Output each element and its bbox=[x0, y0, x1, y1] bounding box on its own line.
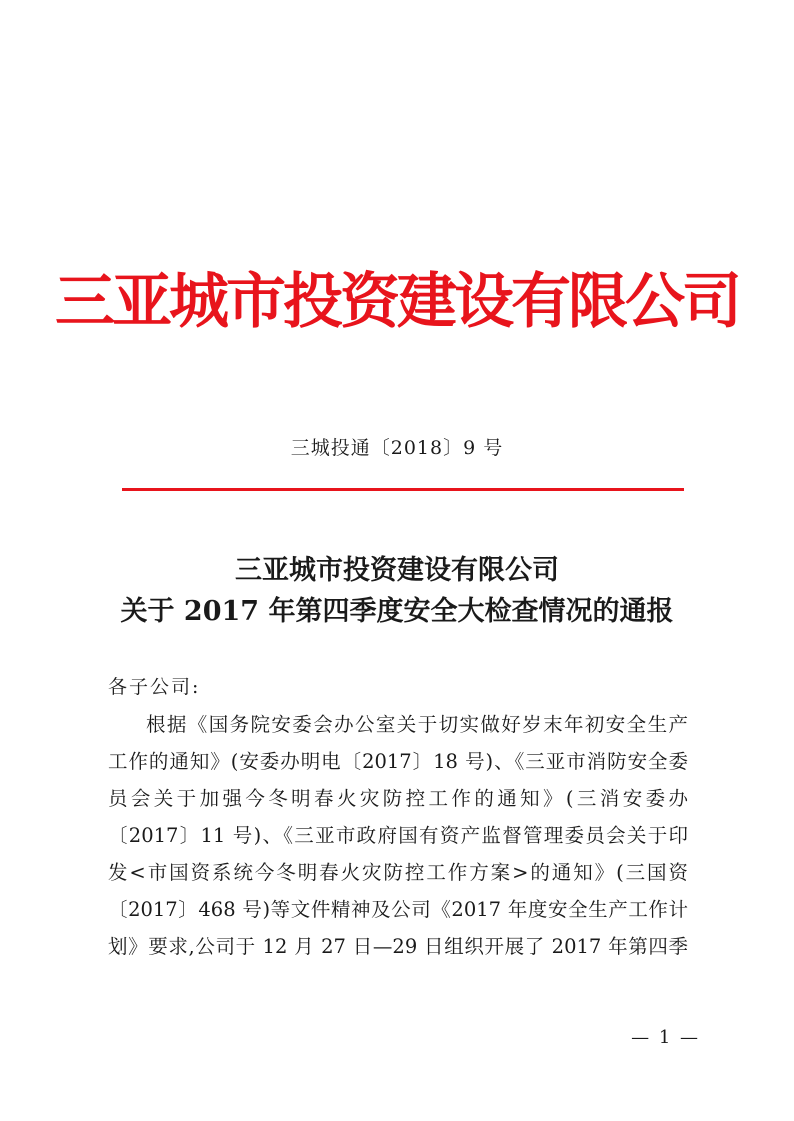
body-line: 根据《国务院安委会办公室关于切实做好岁末年初安全生产 bbox=[146, 713, 688, 736]
document-title-line-1: 三亚城市投资建设有限公司 bbox=[235, 555, 559, 586]
body-line: 发<市国资系统今冬明春火灾防控工作方案>的通知》(三国资 bbox=[108, 861, 688, 884]
body-line: 划》要求,公司于 12 月 27 日—29 日组织开展了 2017 年第四季 bbox=[108, 935, 688, 958]
body-line: 〔2017〕468 号)等文件精神及公司《2017 年度安全生产工作计 bbox=[108, 898, 688, 921]
document-title-line-2: 关于 2017 年第四季度安全大检查情况的通报 bbox=[120, 596, 674, 627]
body-line: 员会关于加强今冬明春火灾防控工作的通知》(三消安委办 bbox=[108, 787, 688, 810]
page-number: — 1 — bbox=[631, 1027, 700, 1048]
document-number: 三城投通〔2018〕9 号 bbox=[290, 437, 504, 459]
red-divider-line bbox=[122, 488, 684, 491]
body-line: 〔2017〕11 号)、《三亚市政府国有资产监督管理委员会关于印 bbox=[108, 824, 688, 847]
salutation: 各子公司: bbox=[108, 676, 201, 698]
body-line: 工作的通知》(安委办明电〔2017〕18 号)、《三亚市消防安全委 bbox=[108, 750, 688, 773]
masthead-company-name: 三亚城市投资建设有限公司 bbox=[55, 267, 739, 337]
